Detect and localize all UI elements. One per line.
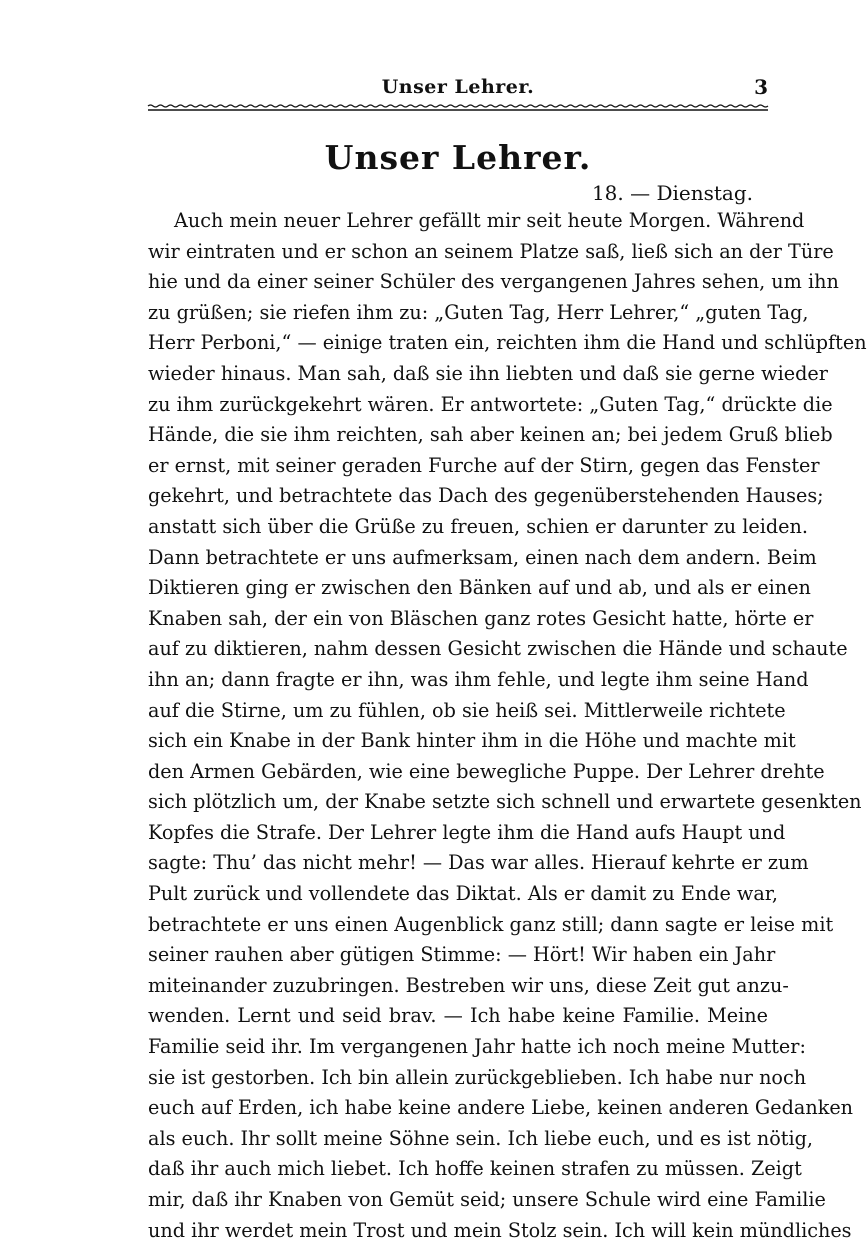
chapter-title: Unser Lehrer. bbox=[324, 138, 592, 177]
chapter-date: 18. — Dienstag. bbox=[591, 181, 753, 205]
text-line: betrachtete er uns einen Augenblick ganz still; dann sagte er leise mit bbox=[148, 912, 834, 936]
text-line: mir, daß ihr Knaben von Gemüt seid; unsere Schule wird eine Familie bbox=[148, 1188, 826, 1211]
text-line: wenden. Lernt und seid brav. — Ich habe keine Familie. Meine bbox=[148, 1004, 768, 1028]
text-line: auf die Stirne, um zu fühlen, ob sie heiß sei. Mittlerweile richtete bbox=[148, 698, 786, 722]
text-line: Diktieren ging er zwischen den Bänken auf und ab, und als er einen bbox=[148, 576, 811, 600]
body-text bbox=[148, 206, 867, 1246]
text-line: Familie seid ihr. Im vergangenen Jahr hatte ich noch meine Mutter: bbox=[148, 1035, 806, 1059]
text-line: Kopfes die Strafe. Der Lehrer legte ihm die Hand aufs Haupt und bbox=[148, 820, 786, 844]
text-line: er ernst, mit seiner geraden Furche auf der Stirn, gegen das Fenster bbox=[148, 453, 820, 477]
running-title: Unser Lehrer. bbox=[381, 76, 535, 98]
text-line: ihn an; dann fragte er ihn, was ihm fehle, und legte ihm seine Hand bbox=[148, 667, 809, 691]
text-line: sie ist gestorben. Ich bin allein zurückgeblieben. Ich habe nur noch bbox=[148, 1065, 807, 1089]
text-line: miteinander zuzubringen. Bestreben wir uns, diese Zeit gut anzu- bbox=[148, 973, 789, 997]
text-line: sich ein Knabe in der Bank hinter ihm in die Höhe und machte mit bbox=[148, 729, 796, 753]
text-line: euch auf Erden, ich habe keine andere Liebe, keinen anderen Gedanken bbox=[148, 1096, 854, 1120]
text-line: gekehrt, und betrachtete das Dach des gegenüberstehenden Hauses; bbox=[148, 484, 824, 508]
text-line: wieder hinaus. Man sah, daß sie ihn liebten und daß sie gerne wieder bbox=[148, 361, 828, 385]
text-line: auf zu diktieren, nahm dessen Gesicht zwischen die Hände und schaute bbox=[148, 637, 848, 661]
text-line: seiner rauhen aber gütigen Stimme: — Hört! Wir haben ein Jahr bbox=[148, 943, 776, 967]
text-line: den Armen Gebärden, wie eine bewegliche Puppe. Der Lehrer drehte bbox=[148, 759, 825, 783]
header-rule bbox=[148, 104, 768, 112]
text-line: Knaben sah, der ein von Bläschen ganz rotes Gesicht hatte, hörte er bbox=[148, 606, 814, 630]
text-line: zu ihm zurückgekehrt wären. Er antwortete: „Guten Tag,“ drückte die bbox=[148, 392, 833, 416]
text-line: Pult zurück und vollendete das Diktat. Als er damit zu Ende war, bbox=[148, 882, 778, 906]
text-line: Herr Perboni,“ — einige traten ein, reichten ihm die Hand und schlüpften bbox=[148, 331, 867, 355]
text-line: sich plötzlich um, der Knabe setzte sich schnell und erwartete gesenkten bbox=[148, 790, 862, 814]
text-line: sagte: Thu’ das nicht mehr! — Das war alles. Hierauf kehrte er zum bbox=[148, 851, 809, 875]
text-line: wir eintraten und er schon an seinem Platze saß, ließ sich an der Türe bbox=[148, 239, 834, 263]
text-line: daß ihr auch mich liebet. Ich hoffe keinen strafen zu müssen. Zeigt bbox=[148, 1157, 802, 1181]
page-number: 3 bbox=[754, 75, 768, 99]
text-line: Dann betrachtete er uns aufmerksam, einen nach dem andern. Beim bbox=[148, 545, 817, 569]
text-line: als euch. Ihr sollt meine Söhne sein. Ich liebe euch, und es ist nötig, bbox=[148, 1126, 813, 1150]
text-line: anstatt sich über die Grüße zu freuen, schien er darunter zu leiden. bbox=[148, 514, 808, 538]
text-line: zu grüßen; sie riefen ihm zu: „Guten Tag, Herr Lehrer,“ „guten Tag, bbox=[148, 300, 809, 324]
text-line: Auch mein neuer Lehrer gefällt mir seit heute Morgen. Während bbox=[174, 209, 805, 232]
text-line: hie und da einer seiner Schüler des vergangenen Jahres sehen, um ihn bbox=[148, 270, 839, 294]
text-line: und ihr werdet mein Trost und mein Stolz sein. Ich will kein mündliches bbox=[148, 1218, 852, 1242]
running-header bbox=[148, 73, 768, 101]
text-line: Hände, die sie ihm reichten, sah aber keinen an; bei jedem Gruß blieb bbox=[148, 423, 833, 447]
